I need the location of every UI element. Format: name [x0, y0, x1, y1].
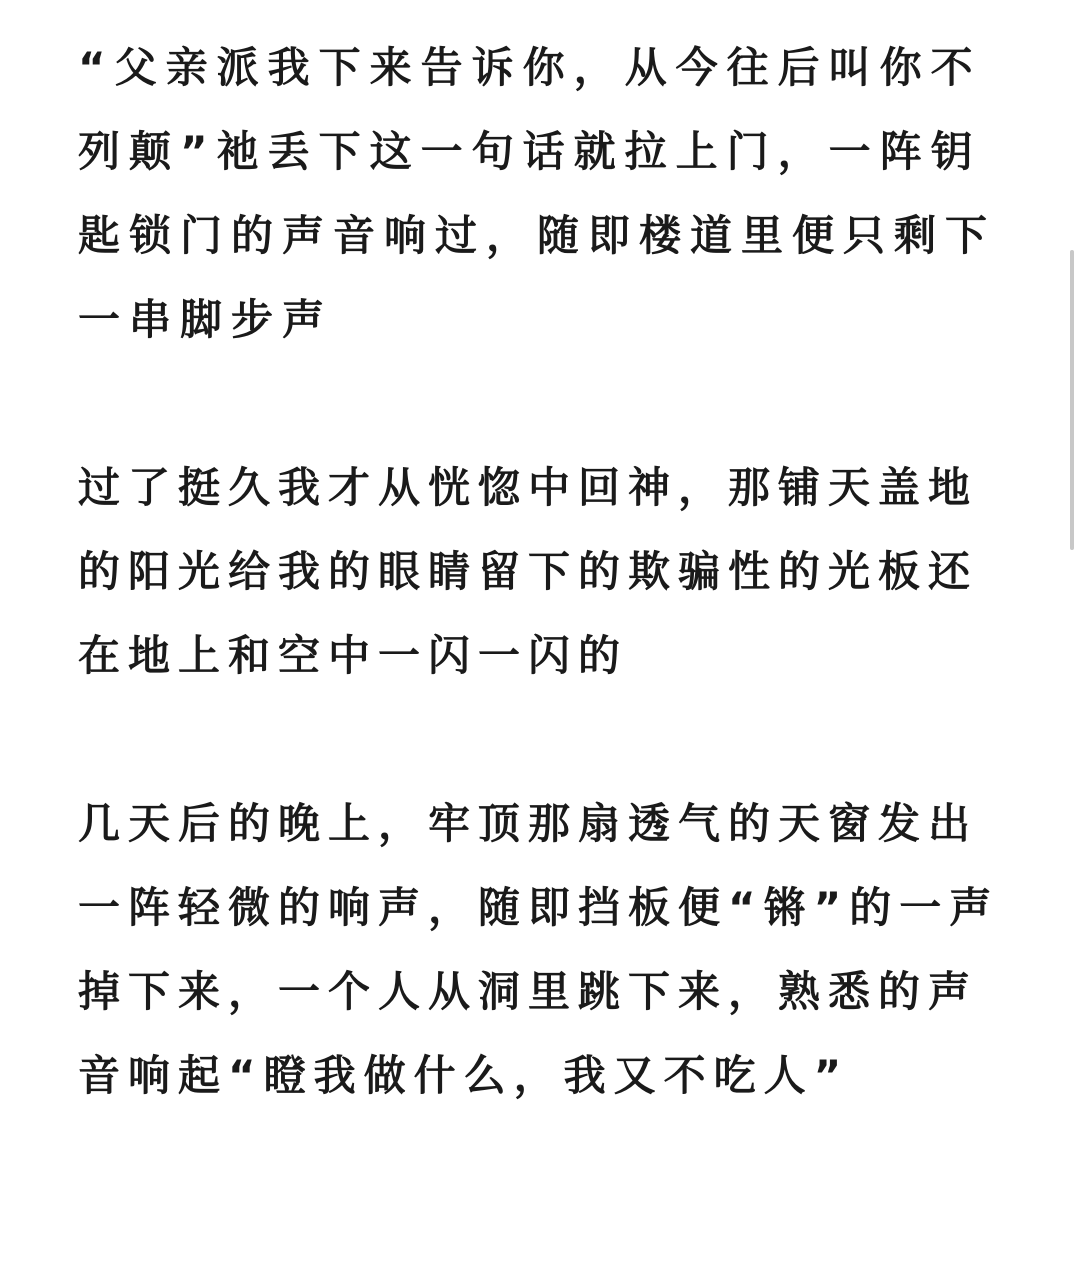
paragraph-1: “父亲派我下来告诉你，从今往后叫你不列颠”祂丢下这一句话就拉上门，一阵钥匙锁门的声音响过，随即楼道里便只剩下一串脚步声 — [78, 43, 997, 344]
article-body — [78, 26, 1008, 1118]
paragraph-2: 过了挺久我才从恍惚中回神，那铺天盖地的阳光给我的眼睛留下的欺骗性的光板还在地上和空中一闪一闪的 — [78, 463, 979, 680]
paragraph-3: 几天后的晚上，牢顶那扇透气的天窗发出一阵轻微的响声，随即挡板便“锵”的一声掉下来，一个人从洞里跳下来，熟悉的声音响起“瞪我做什么，我又不吃人” — [78, 799, 1000, 1100]
vertical-scrollbar[interactable] — [1070, 250, 1074, 550]
